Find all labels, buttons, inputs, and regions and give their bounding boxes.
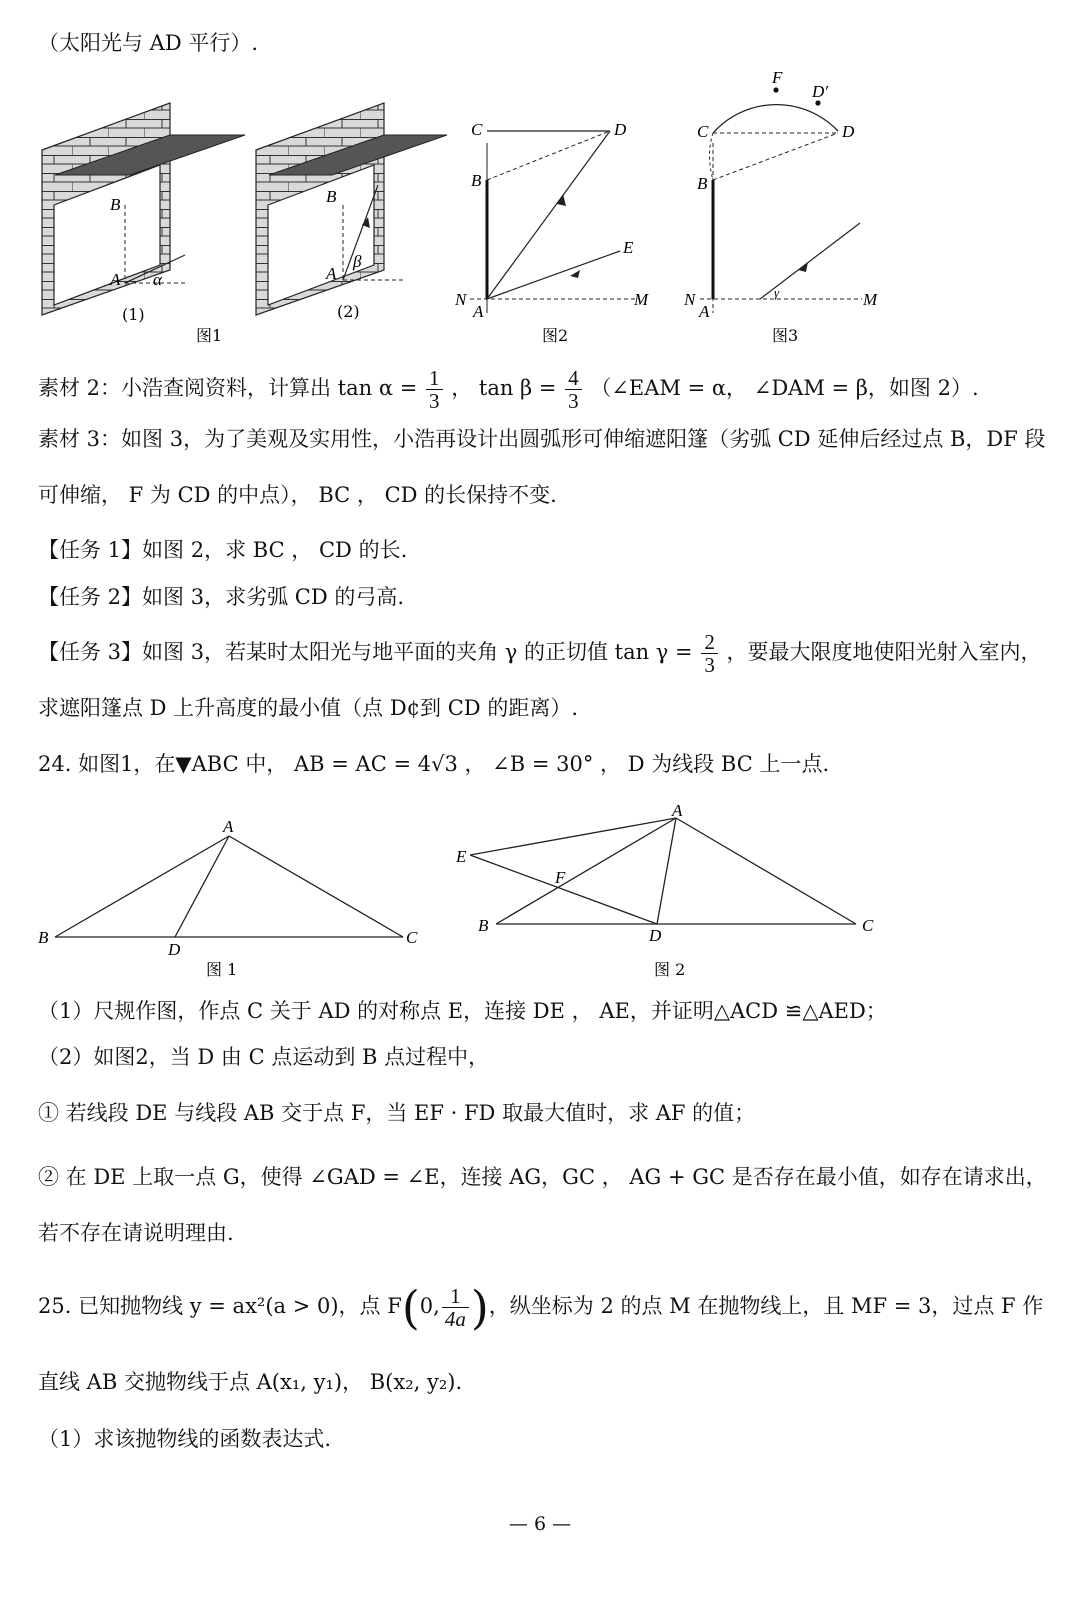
fig1-label-beta: β xyxy=(353,252,362,271)
task-3-line2: 求遮阳篷点 D 上升高度的最小值（点 D¢到 CD 的距离）. xyxy=(38,696,578,720)
q24-part1: （1）尺规作图，作点 C 关于 AD 的对称点 E，连接 DE ， AE，并证明△ACD ≌△AED； xyxy=(38,999,887,1023)
fig2-label-N: N xyxy=(455,290,467,309)
q24f2-label-B: B xyxy=(478,916,489,935)
m2-mid: ， tan β = xyxy=(451,376,557,400)
q24f2-label-A: A xyxy=(672,805,683,820)
task3-frac-num: 2 xyxy=(701,631,718,654)
fig3-label-B: B xyxy=(697,174,708,193)
fig1-sub2: (2) xyxy=(337,302,360,321)
m2-frac-1 xyxy=(426,367,443,412)
task-3-line1 xyxy=(38,626,1042,678)
q24-figure-2 xyxy=(455,805,874,979)
fig3-caption: 图3 xyxy=(772,326,799,345)
task-2: 【任务 2】如图 3，求劣弧 CD 的弓高. xyxy=(38,585,405,609)
figure-1-1-wall xyxy=(42,103,245,324)
q24f1-label-B: B xyxy=(38,928,49,947)
q25-post: ，纵坐标为 2 的点 M 在抛物线上，且 MF = 3，过点 F 作 xyxy=(488,1294,1044,1318)
q24-figure-1 xyxy=(38,817,418,979)
q24f2-label-E: E xyxy=(456,847,467,866)
fig1-caption: 图1 xyxy=(196,326,223,345)
fig2-caption: 图2 xyxy=(542,326,569,345)
fig1b-label-A: A xyxy=(326,264,337,283)
fig3-label-D: D xyxy=(842,122,855,141)
figure-2 xyxy=(454,120,649,321)
q25-frac-den: 4a xyxy=(444,1307,466,1331)
task-1: 【任务 1】如图 2，求 BC ， CD 的长. xyxy=(38,538,408,562)
q25-rparen: ) xyxy=(470,1280,489,1335)
q24f1-label-C: C xyxy=(406,928,418,947)
fig3-label-gamma: γ xyxy=(774,285,780,300)
m2-pre: 素材 2：小浩查阅资料，计算出 tan α = xyxy=(38,376,418,400)
fig3-label-N: N xyxy=(684,290,696,309)
fig2-label-D: D xyxy=(614,120,627,139)
fig2-label-C: C xyxy=(471,120,483,139)
q25-pre: 25. 已知抛物线 y = ax²(a > 0)，点 F xyxy=(38,1294,402,1318)
q25-lparen: ( xyxy=(401,1280,420,1335)
fig2-label-B: B xyxy=(471,171,482,190)
fig3-label-C: C xyxy=(697,122,709,141)
m2-frac1-den: 3 xyxy=(429,389,440,413)
fig1-label-A: A xyxy=(110,270,121,289)
q24-part2a: ① 若线段 DE 与线段 AB 交于点 F，当 EF · FD 取最大值时，求 AF 的值； xyxy=(38,1101,756,1125)
q25-frac-num: 1 xyxy=(442,1285,469,1308)
q24-part2b-cont: 若不存在请说明理由. xyxy=(38,1221,234,1245)
figure-3 xyxy=(683,68,878,321)
figures-1-3 xyxy=(0,65,1080,395)
task3-post: ，要最大限度地使阳光射入室内， xyxy=(726,640,1042,664)
m2-frac2-num: 4 xyxy=(565,367,582,390)
fig3-label-M: M xyxy=(863,290,878,309)
q25-stem-line1 xyxy=(38,1278,1043,1336)
fig3-label-A: A xyxy=(699,302,710,321)
q24f1-label-A: A xyxy=(223,817,234,836)
material-3-line2: 可伸缩， F 为 CD 的中点）， BC ， CD 的长保持不变. xyxy=(38,483,557,507)
material-2 xyxy=(38,362,979,414)
fig2-label-E: E xyxy=(623,238,634,257)
q24-part2b: ② 在 DE 上取一点 G，使得 ∠GAD = ∠E，连接 AG，GC ， AG + GC 是否存在最小值，如存在请求出， xyxy=(38,1165,1047,1189)
m2-frac1-num: 1 xyxy=(426,367,443,390)
m2-post: （∠EAM = α， ∠DAM = β，如图 2）. xyxy=(590,376,979,400)
q25-fpre: 0, xyxy=(419,1294,440,1318)
q24f1-label-D: D xyxy=(168,940,181,959)
q25-stem-line2: 直线 AB 交抛物线于点 A(x₁, y₁)， B(x₂, y₂). xyxy=(38,1370,463,1394)
figure-1-2-wall xyxy=(256,103,447,321)
m2-frac-2 xyxy=(565,367,582,412)
q25-frac xyxy=(442,1285,469,1330)
fig1-label-B: B xyxy=(110,195,121,214)
task3-pre: 【任务 3】如图 3，若某时太阳光与地平面的夹角 γ 的正切值 tan γ = xyxy=(38,640,693,664)
fig2-label-M: M xyxy=(634,290,649,309)
fig1-label-alpha: α xyxy=(153,270,162,289)
task3-frac-den: 3 xyxy=(704,653,715,677)
q24-fig1-caption: 图 1 xyxy=(206,960,238,979)
q24f2-label-C: C xyxy=(862,916,874,935)
q24-part2: （2）如图2，当 D 由 C 点运动到 B 点过程中， xyxy=(38,1045,490,1069)
fig1b-label-B: B xyxy=(326,187,337,206)
m2-frac2-den: 3 xyxy=(568,389,579,413)
q24-fig2-caption: 图 2 xyxy=(654,960,686,979)
q24f2-label-D: D xyxy=(649,926,662,945)
q24-stem: 24. 如图1，在▼ABC 中， AB = AC = 4√3 ， ∠B = 30° ， D 为线段 BC 上一点. xyxy=(38,752,830,776)
page-number: — 6 — xyxy=(508,1513,572,1535)
task3-frac xyxy=(701,631,718,676)
q24f2-label-F: F xyxy=(555,868,566,887)
fig1-sub1: (1) xyxy=(122,305,145,324)
intro-line: （太阳光与 AD 平行）. xyxy=(38,31,259,55)
fig3-label-Dprime: D′ xyxy=(812,82,828,101)
q25-part1: （1）求该抛物线的函数表达式. xyxy=(38,1427,332,1451)
fig2-label-A: A xyxy=(473,302,484,321)
fig3-label-F: F xyxy=(772,68,783,87)
material-3-line1: 素材 3：如图 3，为了美观及实用性，小浩再设计出圆弧形可伸缩遮阳篷（劣弧 CD 延伸后经过点 B，DF 段 xyxy=(38,427,1046,451)
q24-figures xyxy=(0,805,1080,995)
